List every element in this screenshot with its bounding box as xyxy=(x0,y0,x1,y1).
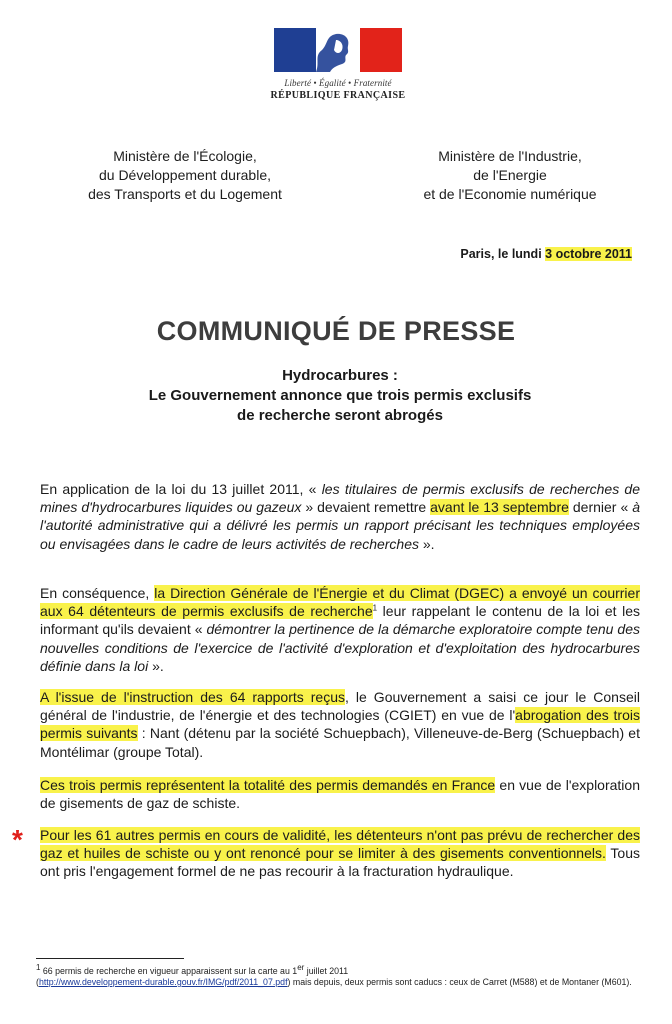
text-run: En application de la loi du 13 juillet 2011, « xyxy=(40,481,322,497)
text-run: er xyxy=(297,963,305,973)
text-run: mais depuis, deux permis sont caducs : ceux de Carret (M588) et de Montaner (M601). xyxy=(290,977,632,987)
text-run: : Nant (détenu par la société Schuepbach), Villeneuve-de-Berg (Schuepbach) et Montélimar (groupe Total). xyxy=(40,725,640,760)
footnote-link[interactable]: http://www.developpement-durable.gouv.fr/IMG/pdf/2011_07.pdf xyxy=(38,977,288,987)
text-run: ». xyxy=(148,657,164,674)
text-run: , le Gouvernement a saisi ce jour le Conseil général de l'industrie, de l'énergie et des technologies (CGIET) en vue de l' xyxy=(40,689,640,724)
text-run: démontrer la pertinence de la démarche exploratoire compte tenu des nouvelles conditions de l'exercice de l'activité d'exploration et d'exploitation des hydrocarbures définie dans la loi xyxy=(40,621,640,674)
text-run: avant le 13 septembre xyxy=(430,499,569,516)
text-run: juillet 2011 xyxy=(304,966,349,976)
paragraph-2 xyxy=(40,584,640,675)
text-run: Tous ont pris l'engagement formel de ne pas recourir à la fracturation hydraulique. xyxy=(40,845,640,880)
paragraph-5 xyxy=(40,826,640,881)
republique-logo xyxy=(270,28,406,101)
text-run: 1 xyxy=(372,603,378,613)
text-run: » devaient remettre xyxy=(301,499,431,516)
flag-marianne-icon xyxy=(274,28,402,72)
republic-name: RÉPUBLIQUE FRANÇAISE xyxy=(270,90,406,101)
red-asterisk-annotation: * xyxy=(12,824,23,855)
document-subtitle: Hydrocarbures : Le Gouvernement annonce que trois permis exclusifs de recherche seront abrogés xyxy=(148,367,532,424)
text-run: 1 xyxy=(36,963,41,973)
paragraph-4 xyxy=(40,776,640,812)
text-run: leur rappelant le contenu de la loi et les informant qu'ils devaient « xyxy=(40,603,640,638)
text-run: A l'issue de l'instruction des 64 rapports reçus xyxy=(40,689,345,705)
text-run: 66 permis de recherche en vigueur apparaissent sur la carte au 1 xyxy=(40,966,298,976)
paragraph-3 xyxy=(40,688,640,761)
text-run: ». xyxy=(419,535,435,552)
text-run: Ces trois permis représentent la totalité des permis demandés en France xyxy=(40,777,496,793)
paragraph-1 xyxy=(40,480,640,553)
text-run: la Direction Générale de l'Énergie et du Climat (DGEC) a envoyé un courrier aux 64 détenteurs de permis exclusifs de recherche xyxy=(40,585,640,620)
ministry-ecology: Ministère de l'Écologie, du Développement durable, des Transports et du Logement xyxy=(88,148,282,202)
document-title: COMMUNIQUÉ DE PRESSE xyxy=(156,316,516,346)
text-run: dernier « xyxy=(568,499,633,516)
text-run: en vue de l'exploration de gisements de gaz de schiste. xyxy=(40,777,640,812)
ministry-industry: Ministère de l'Industrie, de l'Energie et de l'Economie numérique xyxy=(423,148,597,202)
footnote: $^1$ 66 permis de recherche en vigueur apparaissent sur la carte au 1er juillet 2011 (http://www.developpement-durable.gouv.fr/IMG/pdf/2011_07.pdf) mais depuis, deux permis sont caducs : ceux de Carret (M588) et de Montaner (M601). xyxy=(36,963,632,987)
press-date: Paris, le lundi 3 octobre 2011 xyxy=(460,247,632,261)
republic-motto: Liberté • Égalité • Fraternité xyxy=(284,78,392,88)
text-run: En conséquence, xyxy=(40,585,155,601)
date-highlight: 3 octobre 2011 xyxy=(545,247,632,261)
text-run: Pour les 61 autres permis en cours de validité, les détenteurs n'ont pas prévu de rechercher des gaz et huiles de schiste ou y ont renoncé pour se limiter à des gisements conventionnels. xyxy=(40,827,640,862)
text-run: à l'autorité administrative qui a délivré les permis un rapport précisant les techniques employées ou envisagées dans le cadre de leurs activités de recherches xyxy=(40,499,641,552)
marianne-profile-icon xyxy=(306,28,366,72)
text-run: abrogation des trois permis suivants xyxy=(40,707,640,742)
footnote-separator xyxy=(36,958,184,959)
text-run: les titulaires de permis exclusifs de recherches de mines d'hydrocarbures liquides ou gazeux xyxy=(40,481,640,516)
